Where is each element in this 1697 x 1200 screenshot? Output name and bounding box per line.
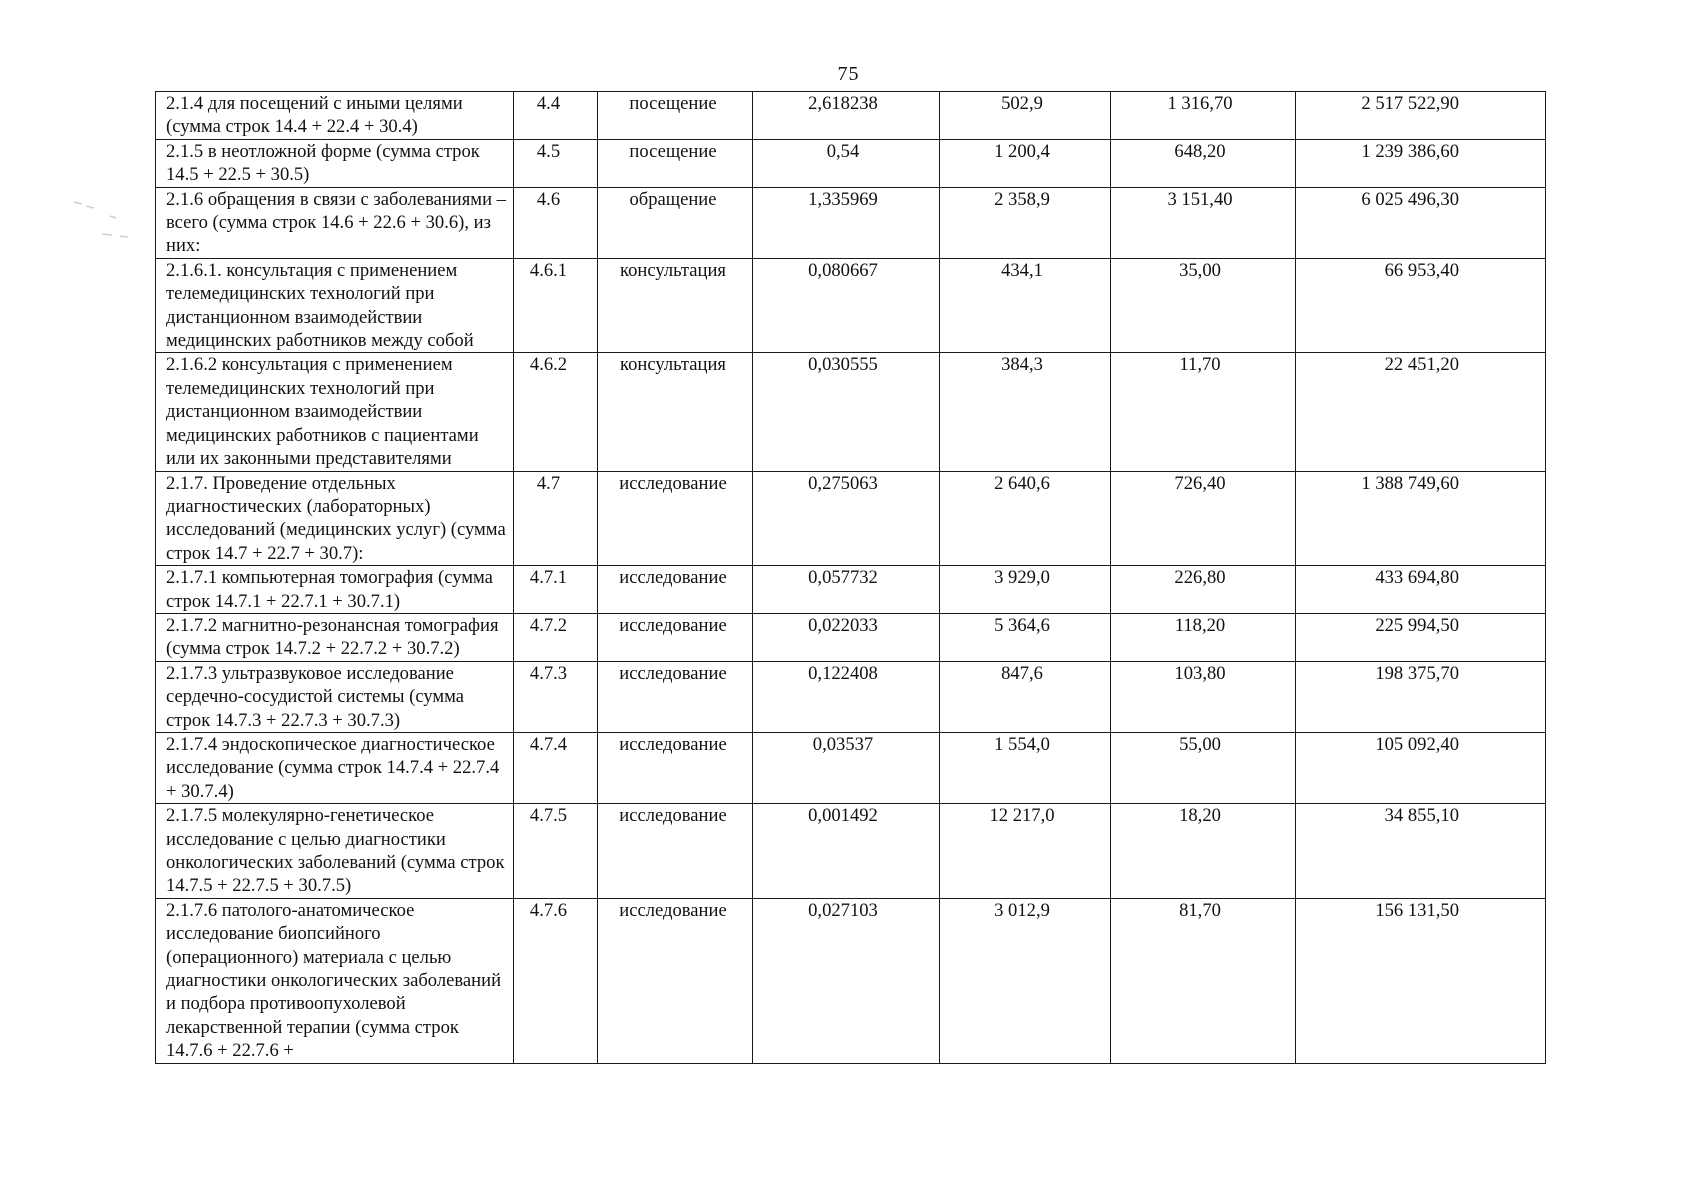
row-per-capita-cell: 11,70 [1111, 353, 1296, 471]
row-cost-cell: 3 929,0 [940, 566, 1111, 614]
row-per-capita-cell: 35,00 [1111, 258, 1296, 353]
row-cost-cell: 2 640,6 [940, 471, 1111, 566]
table-row [156, 804, 1546, 899]
row-total-cell: 198 375,70 [1296, 661, 1546, 732]
row-code-cell: 4.7.6 [514, 898, 598, 1063]
row-total-cell: 66 953,40 [1296, 258, 1546, 353]
row-name-cell: 2.1.6.2 консультация с применением телемедицинских технологий при дистанционном взаимодействии медицинских работников с пациентами или их законными представителями [156, 353, 514, 471]
row-rate-cell: 0,54 [753, 139, 940, 187]
scan-artifact-mark [72, 190, 132, 240]
row-total-cell: 2 517 522,90 [1296, 92, 1546, 140]
row-unit-cell: посещение [598, 139, 753, 187]
table-row [156, 471, 1546, 566]
row-rate-cell: 0,030555 [753, 353, 940, 471]
row-unit-cell: обращение [598, 187, 753, 258]
row-name-cell: 2.1.6.1. консультация с применением телемедицинских технологий при дистанционном взаимодействии медицинских работников между собой [156, 258, 514, 353]
row-code-cell: 4.4 [514, 92, 598, 140]
row-rate-cell: 0,057732 [753, 566, 940, 614]
row-rate-cell: 0,001492 [753, 804, 940, 899]
row-cost-cell: 1 200,4 [940, 139, 1111, 187]
row-unit-cell: консультация [598, 258, 753, 353]
row-rate-cell: 0,275063 [753, 471, 940, 566]
row-name-cell: 2.1.7.4 эндоскопическое диагностическое исследование (сумма строк 14.7.4 + 22.7.4 + 30.7.4) [156, 732, 514, 803]
row-name-cell: 2.1.7. Проведение отдельных диагностических (лабораторных) исследований (медицинских услуг) (сумма строк 14.7 + 22.7 + 30.7): [156, 471, 514, 566]
row-name-cell: 2.1.5 в неотложной форме (сумма строк 14.5 + 22.5 + 30.5) [156, 139, 514, 187]
table-row [156, 258, 1546, 353]
table-row [156, 92, 1546, 140]
row-unit-cell: исследование [598, 804, 753, 899]
row-total-cell: 1 239 386,60 [1296, 139, 1546, 187]
row-per-capita-cell: 103,80 [1111, 661, 1296, 732]
row-per-capita-cell: 55,00 [1111, 732, 1296, 803]
page-number: 75 [837, 63, 860, 85]
row-code-cell: 4.7.4 [514, 732, 598, 803]
row-code-cell: 4.6.1 [514, 258, 598, 353]
row-unit-cell: исследование [598, 613, 753, 661]
row-per-capita-cell: 3 151,40 [1111, 187, 1296, 258]
table-row [156, 353, 1546, 471]
row-unit-cell: исследование [598, 661, 753, 732]
row-name-cell: 2.1.7.2 магнитно-резонансная томография (сумма строк 14.7.2 + 22.7.2 + 30.7.2) [156, 613, 514, 661]
row-code-cell: 4.7.2 [514, 613, 598, 661]
row-rate-cell: 0,027103 [753, 898, 940, 1063]
row-unit-cell: посещение [598, 92, 753, 140]
row-rate-cell: 1,335969 [753, 187, 940, 258]
row-cost-cell: 12 217,0 [940, 804, 1111, 899]
tariff-table [155, 91, 1546, 1064]
row-per-capita-cell: 726,40 [1111, 471, 1296, 566]
row-per-capita-cell: 18,20 [1111, 804, 1296, 899]
row-cost-cell: 3 012,9 [940, 898, 1111, 1063]
row-name-cell: 2.1.4 для посещений с иными целями (сумма строк 14.4 + 22.4 + 30.4) [156, 92, 514, 140]
row-per-capita-cell: 118,20 [1111, 613, 1296, 661]
row-name-cell: 2.1.7.3 ультразвуковое исследование сердечно-сосудистой системы (сумма строк 14.7.3 + 22.7.3 + 30.7.3) [156, 661, 514, 732]
row-cost-cell: 384,3 [940, 353, 1111, 471]
row-total-cell: 1 388 749,60 [1296, 471, 1546, 566]
row-total-cell: 105 092,40 [1296, 732, 1546, 803]
row-total-cell: 34 855,10 [1296, 804, 1546, 899]
row-unit-cell: исследование [598, 732, 753, 803]
row-total-cell: 6 025 496,30 [1296, 187, 1546, 258]
table-row [156, 898, 1546, 1063]
row-name-cell: 2.1.7.5 молекулярно-генетическое исследование с целью диагностики онкологических заболеваний (сумма строк 14.7.5 + 22.7.5 + 30.7.5) [156, 804, 514, 899]
row-cost-cell: 847,6 [940, 661, 1111, 732]
row-code-cell: 4.5 [514, 139, 598, 187]
row-total-cell: 225 994,50 [1296, 613, 1546, 661]
row-total-cell: 433 694,80 [1296, 566, 1546, 614]
table-row [156, 566, 1546, 614]
row-rate-cell: 0,122408 [753, 661, 940, 732]
row-unit-cell: исследование [598, 471, 753, 566]
row-rate-cell: 0,022033 [753, 613, 940, 661]
table-row [156, 187, 1546, 258]
row-per-capita-cell: 226,80 [1111, 566, 1296, 614]
row-cost-cell: 434,1 [940, 258, 1111, 353]
table-body [156, 92, 1546, 1064]
row-per-capita-cell: 1 316,70 [1111, 92, 1296, 140]
row-cost-cell: 502,9 [940, 92, 1111, 140]
row-name-cell: 2.1.7.6 патолого-анатомическое исследование биопсийного (операционного) материала с целью диагностики онкологических заболеваний и подбора противоопухолевой лекарственной терапии (сумма строк 14.7.6 + 22.7.6 + [156, 898, 514, 1063]
row-code-cell: 4.7.5 [514, 804, 598, 899]
row-per-capita-cell: 648,20 [1111, 139, 1296, 187]
row-code-cell: 4.7.1 [514, 566, 598, 614]
row-code-cell: 4.6.2 [514, 353, 598, 471]
row-rate-cell: 2,618238 [753, 92, 940, 140]
row-unit-cell: исследование [598, 898, 753, 1063]
row-per-capita-cell: 81,70 [1111, 898, 1296, 1063]
row-code-cell: 4.7.3 [514, 661, 598, 732]
row-code-cell: 4.7 [514, 471, 598, 566]
row-cost-cell: 1 554,0 [940, 732, 1111, 803]
row-rate-cell: 0,080667 [753, 258, 940, 353]
table-row [156, 661, 1546, 732]
row-name-cell: 2.1.7.1 компьютерная томография (сумма строк 14.7.1 + 22.7.1 + 30.7.1) [156, 566, 514, 614]
row-rate-cell: 0,03537 [753, 732, 940, 803]
table-row [156, 732, 1546, 803]
row-code-cell: 4.6 [514, 187, 598, 258]
row-cost-cell: 5 364,6 [940, 613, 1111, 661]
row-unit-cell: консультация [598, 353, 753, 471]
row-cost-cell: 2 358,9 [940, 187, 1111, 258]
table-row [156, 613, 1546, 661]
row-unit-cell: исследование [598, 566, 753, 614]
row-total-cell: 156 131,50 [1296, 898, 1546, 1063]
row-total-cell: 22 451,20 [1296, 353, 1546, 471]
row-name-cell: 2.1.6 обращения в связи с заболеваниями – всего (сумма строк 14.6 + 22.6 + 30.6), из них: [156, 187, 514, 258]
table-row [156, 139, 1546, 187]
